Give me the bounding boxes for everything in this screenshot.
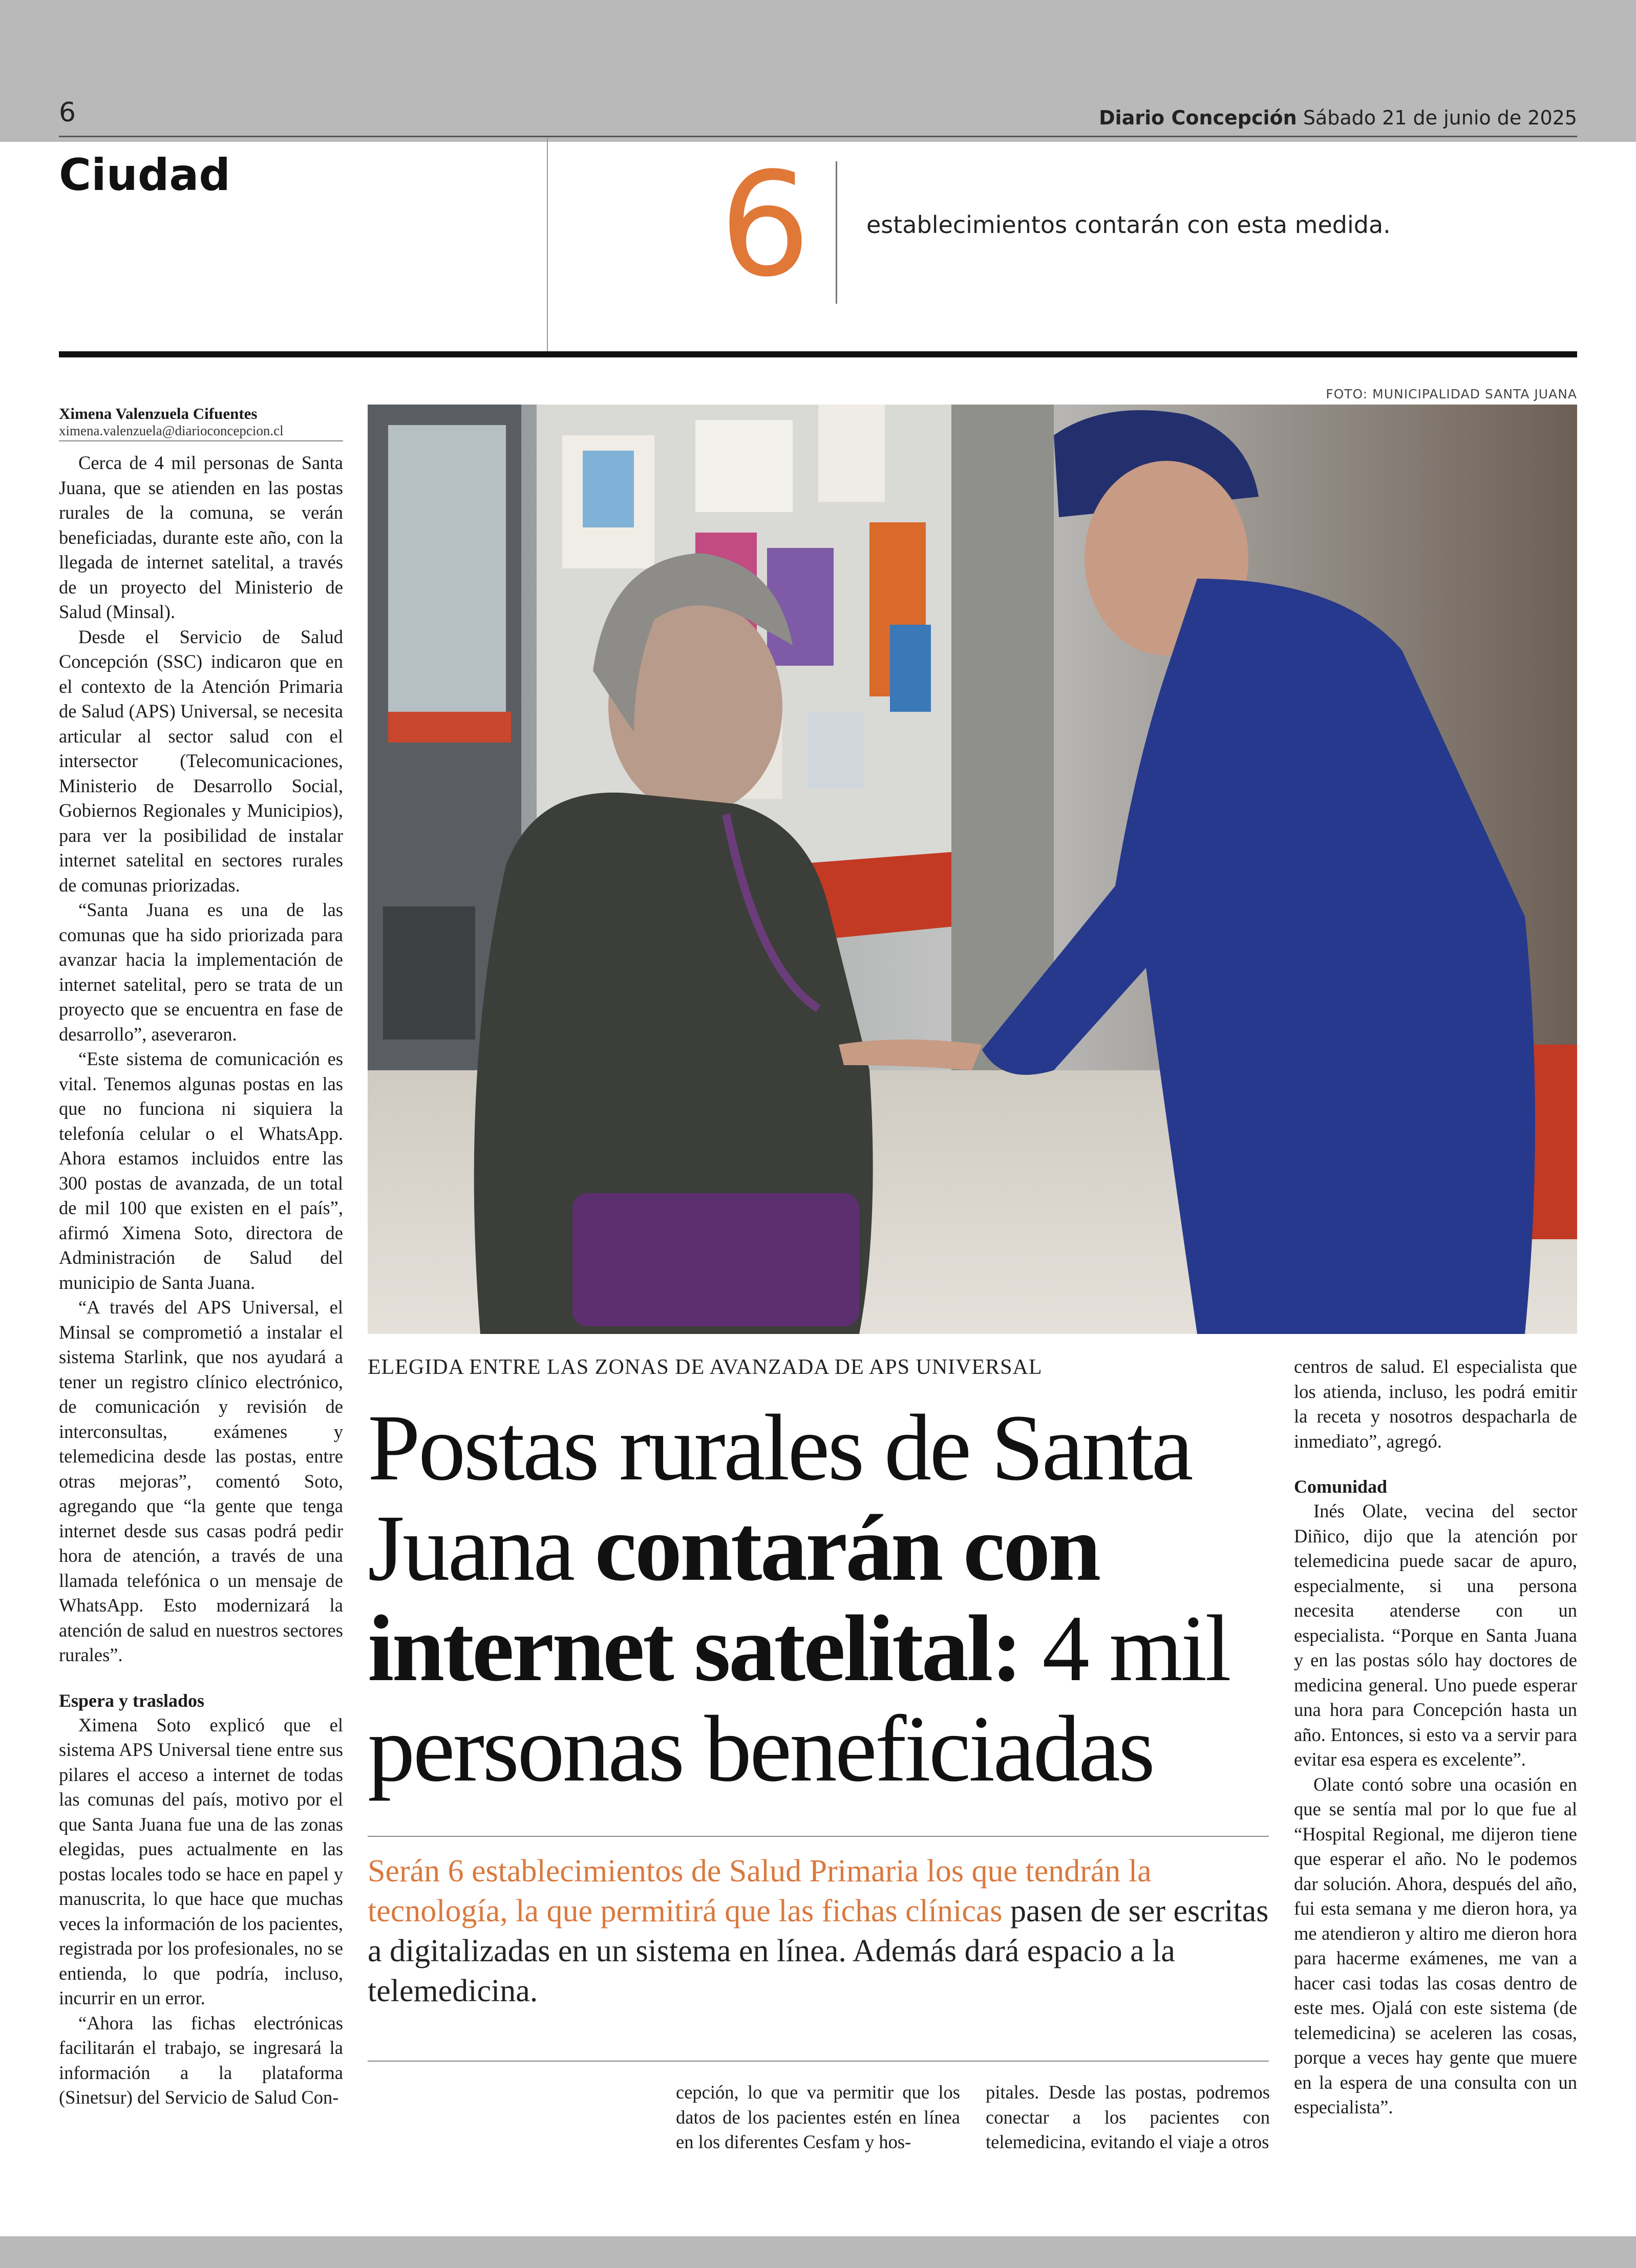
photo-credit: FOTO: MUNICIPALIDAD SANTA JUANA	[1326, 387, 1577, 401]
bottom-margin-band	[0, 2236, 1636, 2268]
byline-name: Ximena Valenzuela Cifuentes	[59, 405, 258, 422]
article-headline	[368, 1395, 1274, 1801]
article-photo	[368, 405, 1577, 1334]
section-title: Ciudad	[59, 150, 230, 201]
issue-date: Sábado 21 de junio de 2025	[1303, 107, 1577, 129]
headline-part-2: 4 mil personas beneficiadas	[368, 1596, 1229, 1801]
article-column-2	[676, 2080, 960, 2155]
masthead	[1099, 107, 1577, 129]
byline-email[interactable]: ximena.valenzuela@diarioconcepcion.cl	[59, 423, 284, 438]
paragraph: “Ahora las fichas electrónicas facilitarán el trabajo, se ingresará la información a la plataforma (Sinetsur) del Servicio de Salud Con-	[59, 2012, 343, 2108]
paragraph: cepción, lo que va permitir que los datos de los pacientes estén en línea en los diferentes Cesfam y hos-	[676, 2082, 960, 2152]
article-column-3	[986, 2080, 1270, 2155]
stat-number: 6	[719, 142, 811, 309]
stat-divider	[836, 161, 837, 304]
stat-text: establecimientos contarán con esta medida.	[866, 211, 1391, 239]
deck-rule	[368, 2061, 1269, 2062]
paragraph: “A través del APS Universal, el Minsal se comprometió a instalar el sistema Starlink, que nos ayudará a tener un registro clínico electrónico, de comunicación y revisión de interconsultas, exámenes y telemedicina desde las postas, entre otras mejoras”, comentó Soto, agregando que “la gente que tenga internet desde sus casas podrá pedir hora de atención, a través de una llamada telefónica o un mensaje de WhatsApp. Esto modernizará la atención de salud en nuestros sectores rurales”.	[59, 1297, 343, 1665]
deck-rest: pasen de ser escritas a digitalizadas en un sistema en línea. Además dará espacio a la telemedicina.	[368, 1894, 1269, 2008]
article-column-1	[59, 451, 343, 2110]
paragraph: “Este sistema de comunicación es vital. Tenemos algunas postas en las que no funciona ni siquiera la telefonía celular o el WhatsApp. Ahora estamos incluidos entre las 300 postas de avanzada, de un total de mil 100 que existen en el país”, afirmó Ximena Soto, directora de Administración de Salud del municipio de Santa Juana.	[59, 1048, 343, 1293]
headline-part-1: Postas rurales de Santa Juana	[368, 1395, 1192, 1601]
article-kicker: ELEGIDA ENTRE LAS ZONAS DE AVANZADA DE APS UNIVERSAL	[368, 1355, 1043, 1379]
byline-rule	[59, 440, 343, 441]
subheading-espera: Espera y traslados	[59, 1690, 205, 1711]
section-divider	[547, 137, 548, 351]
subheading-comunidad: Comunidad	[1294, 1476, 1388, 1497]
header-rule	[59, 136, 1577, 137]
paragraph: Olate contó sobre una ocasión en que se sentía mal por lo que fue al “Hospital Regional, me dijeron tiene que esperar el año. No le podemos dar solución. Ahora, después del año, fui esta semana y me dieron hora, ya me atendieron y altiro me dieron hora para hacerme exámenes, me van a hacer casi todas las cosas dentro de este mes. Ojalá con este sistema (de telemedicina) se aceleren las cosas, porque a veces hay gente que muere en la espera de una consulta con un especialista”.	[1294, 1773, 1577, 2117]
paragraph: pitales. Desde las postas, podremos conectar a los pacientes con telemedicina, evitando el viaje a otros	[986, 2082, 1270, 2152]
page-number: 6	[59, 97, 76, 128]
paragraph: Ximena Soto explicó que el sistema APS Universal tiene entre sus pilares el acceso a internet de todas las comunas del país, motivo por el que Santa Juana fue una de las zonas elegidas, pues actualmente en las postas locales todo se hace en papel y manuscrita, lo que hace que muchas veces la información de los pacientes, registrada por los profesionales, no se entienda, lo que podría, incluso, incurrir en un error.	[59, 1714, 343, 2008]
header-thick-rule	[59, 351, 1577, 357]
publication-name: Diario Concepción	[1099, 107, 1297, 129]
headline-rule	[368, 1836, 1269, 1837]
paragraph: centros de salud. El especialista que los atienda, incluso, les podrá emitir la receta y nosotros despacharla de inmediato”, agregó.	[1294, 1356, 1577, 1452]
article-deck	[368, 1851, 1274, 2011]
paragraph: Inés Olate, vecina del sector Diñico, dijo que la atención por telemedicina puede sacar de apuro, especialmente, si una persona necesita atenderse con un especialista. “Porque en Santa Juana y en las postas sólo hay doctores de medicina general. Uno puede esperar una hora para Concepción hasta un año. Entonces, si esto va a servir para evitar esa espera es excelente”.	[1294, 1500, 1577, 1770]
headline-bold: contarán con internet satelital:	[368, 1496, 1099, 1701]
paragraph: Cerca de 4 mil personas de Santa Juana, que se atienden en las postas rurales de la comuna, se verán beneficiadas, durante este año, con la llegada de internet satelital, a través de un proyecto del Ministerio de Salud (Minsal).	[59, 452, 343, 622]
paragraph: Desde el Servicio de Salud Concepción (SSC) indicaron que en el contexto de la Atención Primaria de Salud (APS) Universal, se necesita articular al sector salud con el intersector (Telecomunicaciones, Ministerio de Desarrollo Social, Gobiernos Regionales y Municipios), para ver la posibilidad de instalar internet satelital en sectores rurales de comunas priorizadas.	[59, 626, 343, 896]
article-column-4	[1294, 1354, 1577, 2120]
paragraph: “Santa Juana es una de las comunas que ha sido priorizada para avanzar hacia la implementación de internet satelital, pero se trata de un proyecto que se encuentra en fase de desarrollo”, aseveraron.	[59, 899, 343, 1045]
deck-accent: Serán 6 establecimientos de Salud Primaria los que tendrán la tecnología, la que permitirá que las fichas clínicas	[368, 1854, 1152, 1928]
